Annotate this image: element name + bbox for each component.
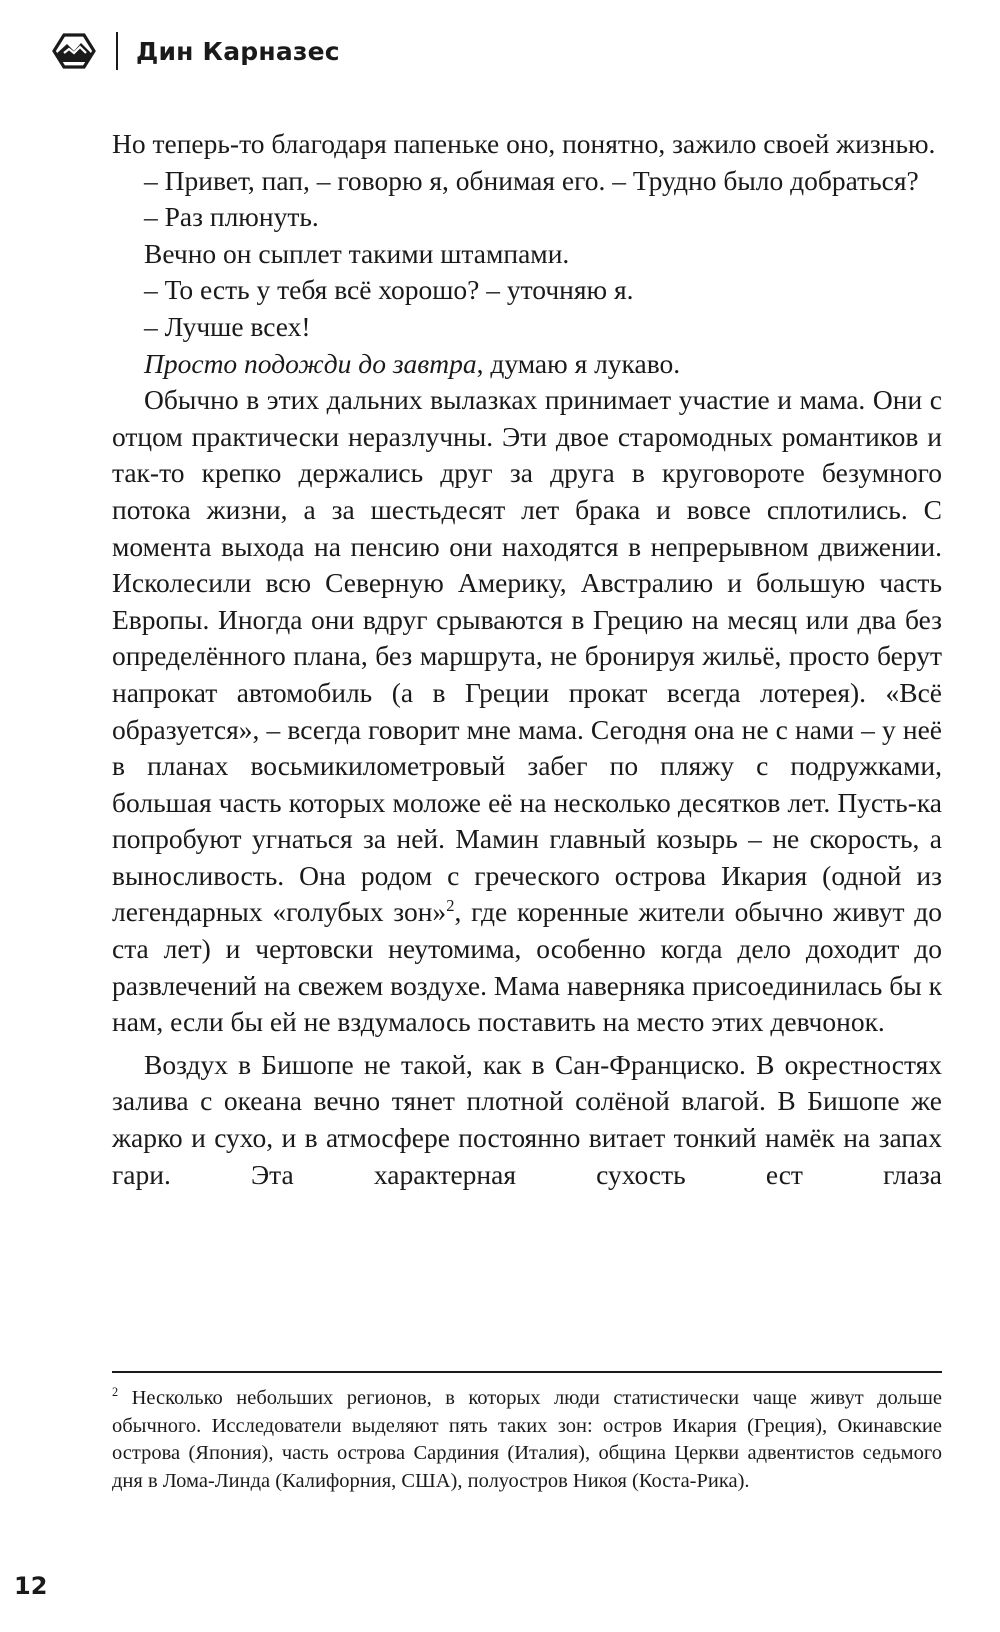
main-text	[112, 126, 942, 1193]
footnote-mark: 2	[112, 1385, 119, 1400]
paragraph-text: , где коренные жители обычно живут до ста лет) и чертовски неутомима, особенно когда дело доходит до развлечений на свежем воздухе. Мама наверняка присоединилась бы к нам, если бы ей не вздумалось поставить на место этих девчонок.	[112, 896, 943, 1038]
paragraph	[112, 382, 942, 1041]
paragraph: – Лучше всех!	[144, 310, 311, 342]
footnote-reference[interactable]: 2	[446, 896, 455, 916]
footnote-divider	[112, 1371, 942, 1373]
paragraph: – То есть у тебя всё хорошо? – уточняю я.	[144, 274, 634, 306]
paragraph-text: Обычно в этих дальних вылазках принимает участие и мама. Они с отцом практически неразлучны. Эти двое старомодных романтиков и так-то крепко держались друг за друга в круговороте безумного потока жизни, а за шестьдесят лет брака и вовсе сплотились. С момента выхода на пенсию они находятся в непрерывном движении. Исколесили всю Северную Америку, Австралию и большую часть Европы. Иногда они вдруг срываются в Грецию на месяц или два без определённого плана, без маршрута, не бронируя жильё, просто берут напрокат автомобиль (а в Греции прокат всегда лотерея). «Всё образуется», – всегда говорит мне мама. Сегодня она не с нами – у неё в планах восьмикилометровый забег по пляжу с подружками, большая часть которых моложе её на несколько десятков лет. Пусть-ка попробуют угнаться за ней. Мамин главный козырь – не скорость, а выносливость. Она родом с греческого острова Икария (одной из легендарных «голубых зон»	[112, 384, 942, 928]
paragraph: Вечно он сыплет такими штампами.	[144, 237, 570, 269]
paragraph: Воздух в Бишопе не такой, как в Сан-Франциско. В окрестностях залива с океана вечно тянет плотной солёной влагой. В Бишопе же жарко и сухо, и в атмосфере постоянно витает тонкий намёк на запах гари. Эта характерная сухость ест глаза	[112, 1048, 942, 1190]
paragraph: – Привет, пап, – говорю я, обнимая его. – Трудно было добраться?	[144, 164, 919, 196]
footnote-text: Несколько небольших регионов, в которых люди статистически чаще живут дольше обычного. Исследователи выделяют пять таких зон: остров Икария (Греция), Окинавские острова (Япония), часть острова Сардиния (Италия), община Церкви адвентистов седьмого дня в Лома-Линда (Калифорния, США), полуостров Никоя (Коста-Рика).	[112, 1387, 942, 1492]
paragraph: Но теперь-то благодаря папеньке оно, понятно, зажило своей жизнью.	[112, 128, 936, 159]
page-number: 12	[14, 1572, 48, 1600]
paragraph: – Раз плюнуть.	[144, 201, 319, 233]
running-header	[50, 28, 340, 74]
italic-thought: Просто подожди до завтра	[144, 347, 477, 379]
footnote	[112, 1385, 942, 1495]
mountain-emblem-icon	[50, 31, 98, 71]
header-divider	[116, 32, 118, 70]
paragraph-text: , думаю я лукаво.	[476, 347, 681, 379]
author-name: Дин Карназес	[136, 36, 340, 66]
paragraph	[112, 346, 942, 383]
